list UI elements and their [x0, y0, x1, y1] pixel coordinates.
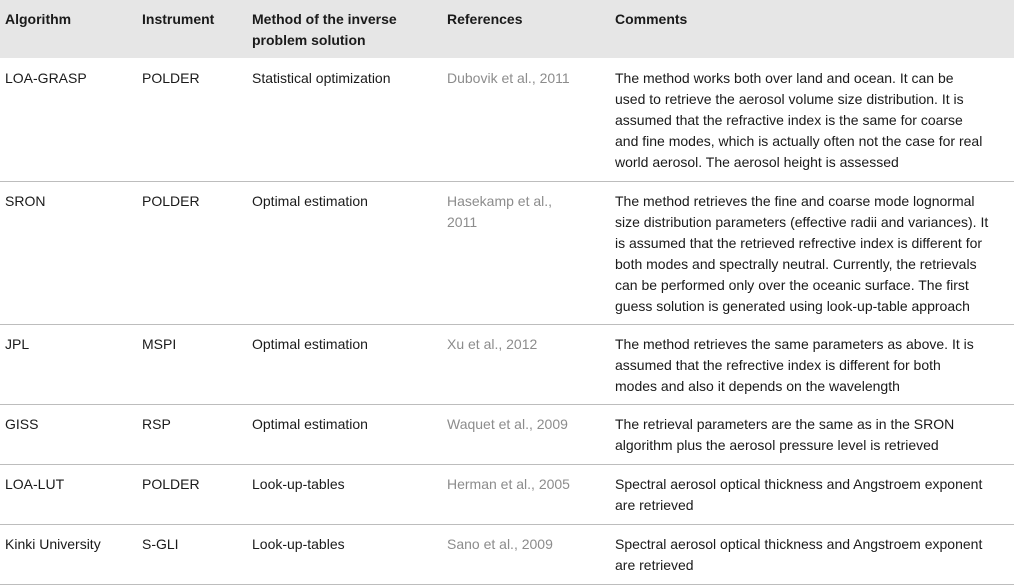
cell-algorithm: LOA-LUT	[5, 476, 65, 492]
cell-instrument: POLDER	[142, 70, 200, 86]
row-divider	[0, 404, 1014, 405]
comment-line: assumed that the refractive index is the same for coarse	[615, 112, 963, 128]
comment-line: The method works both over land and ocean. It can be	[615, 70, 954, 86]
comment-line: Spectral aerosol optical thickness and Angstroem exponent	[615, 476, 983, 492]
cell-algorithm: SRON	[5, 193, 46, 209]
cell-instrument: MSPI	[142, 336, 177, 352]
cell-reference	[447, 474, 607, 495]
cell-algorithm: Kinki University	[5, 536, 101, 552]
comment-line: guess solution is generated using look-up-table approach	[615, 298, 970, 314]
cell-reference	[447, 534, 607, 555]
header-algorithm: Algorithm	[5, 11, 72, 27]
cell-comments	[615, 191, 1010, 317]
cell-comments	[615, 534, 1010, 576]
comment-line: algorithm plus the aerosol pressure level is retrieved	[615, 437, 939, 453]
cell-method: Statistical optimization	[252, 70, 391, 86]
comment-line: size distribution parameters (effective radii and variances). It	[615, 214, 989, 230]
row-divider	[0, 324, 1014, 325]
header-instrument: Instrument	[142, 11, 215, 27]
comment-line: Spectral aerosol optical thickness and Angstroem exponent	[615, 536, 983, 552]
comment-line: both modes and spectrally neutral. Currently, the retrievals	[615, 256, 977, 272]
row-divider	[0, 584, 1014, 585]
row-divider	[0, 181, 1014, 182]
cell-reference	[447, 414, 607, 435]
cell-method: Optimal estimation	[252, 193, 368, 209]
header-comments: Comments	[615, 11, 688, 27]
header-references: References	[447, 11, 523, 27]
cell-comments	[615, 414, 1010, 456]
cell-instrument: POLDER	[142, 193, 200, 209]
reference-line: Herman et al., 2005	[447, 476, 570, 492]
reference-line: Dubovik et al., 2011	[447, 70, 570, 86]
comment-line: assumed that the refrective index is different for both	[615, 357, 941, 373]
comment-line: and fine modes, which is actually often not the case for real	[615, 133, 983, 149]
cell-reference	[447, 68, 607, 89]
reference-line: Xu et al., 2012	[447, 336, 538, 352]
reference-line: Sano et al., 2009	[447, 536, 553, 552]
row-divider	[0, 464, 1014, 465]
cell-instrument: POLDER	[142, 476, 200, 492]
cell-comments	[615, 474, 1010, 516]
cell-method: Look-up-tables	[252, 476, 345, 492]
comment-line: used to retrieve the aerosol volume size distribution. It is	[615, 91, 964, 107]
header-method: Method of the inverse problem solution	[252, 11, 397, 48]
reference-line: Hasekamp et al.,	[447, 193, 553, 209]
comment-line: modes and also it depends on the wavelength	[615, 378, 900, 394]
comment-line: are retrieved	[615, 557, 694, 573]
cell-algorithm: LOA-GRASP	[5, 70, 87, 86]
comment-line: are retrieved	[615, 497, 694, 513]
comment-line: The method retrieves the same parameters as above. It is	[615, 336, 974, 352]
cell-reference	[447, 334, 607, 355]
cell-instrument: RSP	[142, 416, 171, 432]
comment-line: The method retrieves the fine and coarse mode lognormal	[615, 193, 975, 209]
comment-line: is assumed that the retrieved refrective index is different for	[615, 235, 983, 251]
cell-comments	[615, 334, 1010, 397]
cell-algorithm: JPL	[5, 336, 30, 352]
comment-line: can be performed only over the oceanic surface. The first	[615, 277, 969, 293]
cell-method: Look-up-tables	[252, 536, 345, 552]
comment-line: world aerosol. The aerosol height is assessed	[615, 154, 899, 170]
cell-method: Optimal estimation	[252, 416, 368, 432]
row-divider	[0, 524, 1014, 525]
cell-comments	[615, 68, 1010, 173]
cell-algorithm: GISS	[5, 416, 39, 432]
cell-instrument: S-GLI	[142, 536, 179, 552]
reference-line: Waquet et al., 2009	[447, 416, 568, 432]
reference-line: 2011	[447, 214, 478, 230]
comment-line: The retrieval parameters are the same as in the SRON	[615, 416, 955, 432]
cell-method: Optimal estimation	[252, 336, 368, 352]
cell-reference	[447, 191, 607, 233]
